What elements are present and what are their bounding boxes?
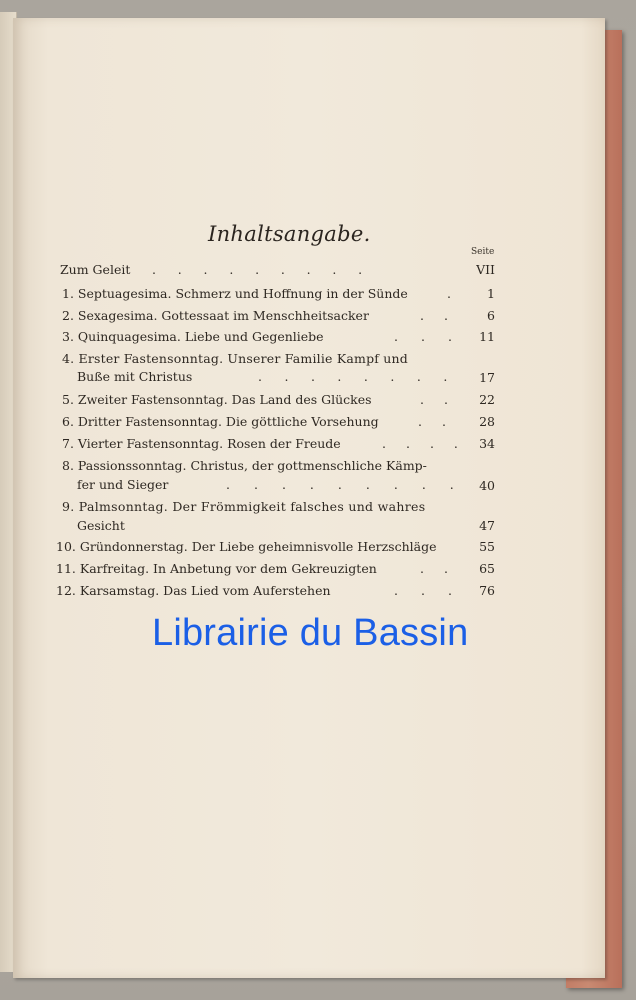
toc-entry-title: 3. Quinquagesima. Liebe und Gegenliebe [62, 329, 324, 344]
watermark-text: Librairie du Bassin [152, 612, 469, 654]
toc-entry [0, 414, 636, 434]
toc-entry-title: 6. Dritter Fastensonntag. Die göttliche Vorsehung [62, 414, 379, 429]
toc-entry [0, 351, 636, 371]
toc-entry-title: 8. Passionssonntag. Christus, der gottmenschliche Kämp- [62, 458, 427, 473]
toc-entry-title-continued: Buße mit Christus [77, 369, 193, 384]
toc-leader-dots: .. [418, 414, 466, 429]
toc-entry-title: 1. Septuagesima. Schmerz und Hoffnung in der Sünde [62, 286, 408, 301]
toc-entry [0, 436, 636, 456]
toc-entry-title: 9. Palmsonntag. Der Frömmigkeit falsches und wahres [62, 499, 426, 514]
toc-entry [0, 539, 636, 559]
toc-entry-title-continued: fer und Sieger [77, 477, 169, 492]
toc-entry-title: 10. Gründonnerstag. Der Liebe geheimnisvolle Herzschläge [56, 539, 437, 554]
toc-entry-page: VII [476, 262, 495, 277]
toc-entry-page: 55 [479, 539, 495, 554]
book-page [13, 18, 605, 978]
toc-leader-dots: ... [394, 583, 475, 598]
toc-leader-dots: ........ [258, 369, 470, 384]
toc-entry-title-continued: Gesicht [77, 518, 125, 533]
toc-entry-page: 6 [487, 308, 495, 323]
toc-entry-title: 7. Vierter Fastensonntag. Rosen der Freude [62, 436, 341, 451]
toc-entry [0, 583, 636, 603]
toc-entry-continued [0, 518, 636, 538]
toc-entry-page: 17 [479, 370, 495, 385]
toc-entry [0, 262, 636, 282]
toc-entry-title: 11. Karfreitag. In Anbetung vor dem Gekreuzigten [56, 561, 377, 576]
toc-entry [0, 308, 636, 328]
toc-leader-dots: ......... [152, 262, 384, 277]
toc-entry-page: 11 [479, 329, 495, 344]
toc-entry-continued [0, 477, 636, 497]
toc-entry-page: 40 [479, 478, 495, 493]
page-column-header: Seite [471, 247, 495, 257]
toc-entry-title: 4. Erster Fastensonntag. Unserer Familie Kampf und [62, 351, 408, 366]
toc-entry-page: 47 [479, 518, 495, 533]
toc-entry [0, 329, 636, 349]
toc-entry [0, 392, 636, 412]
toc-entry-title: 2. Sexagesima. Gottessaat im Menschheitsacker [62, 308, 369, 323]
toc-leader-dots: ......... [226, 477, 478, 492]
toc-entry-continued [0, 369, 636, 389]
toc-entry [0, 499, 636, 519]
toc-leader-dots: .. [420, 392, 468, 407]
toc-leader-dots: ... [394, 329, 475, 344]
toc-entry-page: 76 [479, 583, 495, 598]
toc-entry-title: 5. Zweiter Fastensonntag. Das Land des Glückes [62, 392, 372, 407]
toc-entry-page: 1 [487, 286, 495, 301]
toc-entry-page: 22 [479, 392, 495, 407]
toc-entry [0, 458, 636, 478]
toc-entry-page: 28 [479, 414, 495, 429]
toc-entry-title: 12. Karsamstag. Das Lied vom Auferstehen [56, 583, 331, 598]
toc-leader-dots: . [447, 286, 451, 301]
toc-leader-dots: .. [420, 308, 468, 323]
toc-entry-title: Zum Geleit [60, 262, 131, 277]
toc-entry-page: 65 [479, 561, 495, 576]
toc-leader-dots: .. [420, 561, 468, 576]
toc-entry-page: 34 [479, 436, 495, 451]
toc-entry [0, 286, 636, 306]
toc-entry [0, 561, 636, 581]
page-title: Inhaltsangabe. [208, 222, 371, 246]
toc-leader-dots: .... [382, 436, 478, 451]
